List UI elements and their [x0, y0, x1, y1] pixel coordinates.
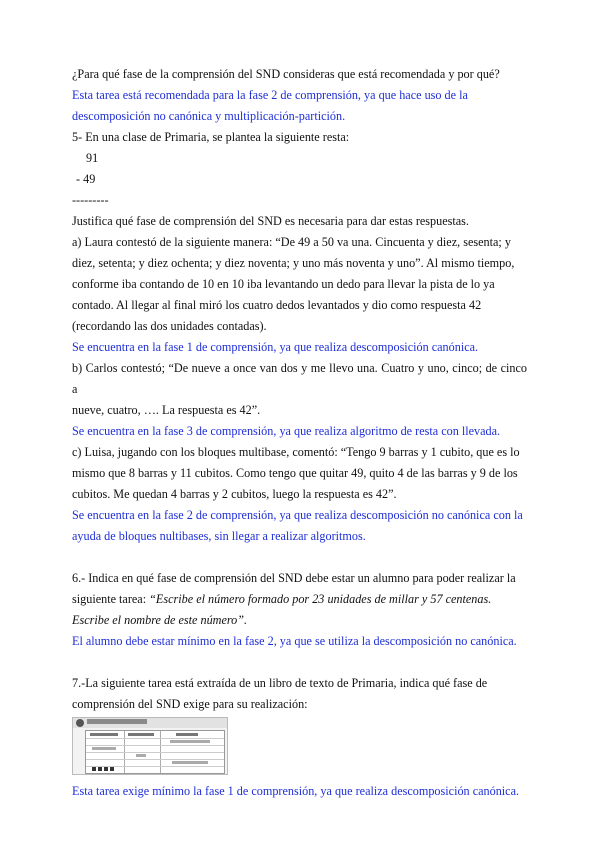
- question-6-task: “Escribe el número formado por 23 unidades de millar y 57 centenas.: [149, 592, 492, 606]
- subtraction-minuend: 91: [86, 151, 99, 165]
- table-divider: [86, 752, 224, 753]
- luisa-line-1: c) Luisa, jugando con los bloques multibase, comentó: “Tengo 9 barras y 1 cubito, que es lo: [72, 445, 520, 459]
- table-cell-blur: [92, 747, 116, 750]
- table-cell-blur: [170, 740, 210, 743]
- spacer: [72, 652, 527, 673]
- luisa-answer-line-1: Se encuentra en la fase 2 de comprensión, ya que realiza descomposición no canónica con la: [72, 508, 523, 522]
- block-square: [92, 767, 96, 771]
- table-divider: [86, 738, 224, 739]
- answer-phase-line-1: Esta tarea está recomendada para la fase 2 de comprensión, ya que hace uso de la: [72, 88, 468, 102]
- question-6-lead: siguiente tarea:: [72, 592, 150, 606]
- luisa-line-3: cubitos. Me quedan 4 barras y 2 cubitos, luego la respuesta es 42”.: [72, 487, 397, 501]
- question-5-justify: Justifica qué fase de comprensión del SND es necesaria para dar estas respuestas.: [72, 214, 469, 228]
- table-header-blur: [128, 733, 154, 736]
- block-square: [104, 767, 108, 771]
- table-header-blur: [176, 733, 198, 736]
- exercise-table: [85, 730, 225, 774]
- laura-line-3: conforme iba contando de 10 en 10 iba levantando un dedo para llevar la pista de lo ya: [72, 277, 495, 291]
- table-divider: [86, 745, 224, 746]
- question-7-line-1: 7.-La siguiente tarea está extraída de un libro de texto de Primaria, indica qué fase de: [72, 676, 488, 690]
- question-6-line-3: Escribe el nombre de este número”.: [72, 613, 248, 627]
- luisa-line-2: mismo que 8 barras y 11 cubitos. Como tengo que quitar 49, quito 4 de las barras y 9 de los: [72, 466, 518, 480]
- table-divider: [86, 759, 224, 760]
- table-cell-blur: [172, 761, 208, 764]
- table-cell-blur: [136, 754, 146, 757]
- block-square: [110, 767, 114, 771]
- laura-answer: Se encuentra en la fase 1 de comprensión, ya que realiza descomposición canónica.: [72, 340, 479, 354]
- spacer: [72, 547, 527, 568]
- laura-line-2: diez, setenta; y diez ochenta; y diez noventa; y uno más noventa y uno”. Al mismo tiempo,: [72, 256, 515, 270]
- subtraction-subtrahend: - 49: [76, 172, 96, 186]
- answer-phase-line-2: descomposición no canónica y multiplicación-partición.: [72, 109, 346, 123]
- table-header-blur: [90, 733, 118, 736]
- question-7-answer: Esta tarea exige mínimo la fase 1 de comprensión, ya que realiza descomposición canónica.: [72, 784, 520, 798]
- question-6-line-1: 6.- Indica en qué fase de comprensión del SND debe estar un alumno para poder realizar la: [72, 571, 516, 585]
- document-page: [72, 64, 527, 802]
- laura-line-4: contado. Al llegar al final miró los cuatro dedos levantados y dio como respuesta 42: [72, 298, 482, 312]
- carlos-answer: Se encuentra en la fase 3 de comprensión, ya que realiza algoritmo de resta con llevada.: [72, 424, 501, 438]
- block-square: [98, 767, 102, 771]
- question-6-answer: El alumno debe estar mínimo en la fase 2, ya que se utiliza la descomposición no canónica.: [72, 634, 517, 648]
- question-7-line-2: comprensión del SND exige para su realización:: [72, 697, 308, 711]
- laura-line-5: (recordando las dos unidades contadas).: [72, 319, 267, 333]
- laura-line-1: a) Laura contestó de la siguiente manera: “De 49 a 50 va una. Cincuenta y diez, sesenta; y: [72, 235, 511, 249]
- carlos-line-1: b) Carlos contestó; “De nueve a once van dos y me llevo una. Cuatro y uno, cinco; de cinco a: [72, 361, 527, 396]
- subtraction-rule: ---------: [72, 193, 109, 207]
- exercise-number-badge: [76, 719, 84, 727]
- textbook-exercise-image: [72, 717, 228, 775]
- question-5-intro: 5- En una clase de Primaria, se plantea la siguiente resta:: [72, 130, 350, 144]
- luisa-answer-line-2: ayuda de bloques nultibases, sin llegar a realizar algoritmos.: [72, 529, 366, 543]
- question-6-line-2: [72, 589, 527, 610]
- carlos-line-2: nueve, cuatro, …. La respuesta es 42”.: [72, 403, 261, 417]
- exercise-header: [73, 718, 227, 728]
- exercise-title-blur: [87, 719, 147, 724]
- question-phase: ¿Para qué fase de la comprensión del SND consideras que está recomendada y por qué?: [72, 67, 500, 81]
